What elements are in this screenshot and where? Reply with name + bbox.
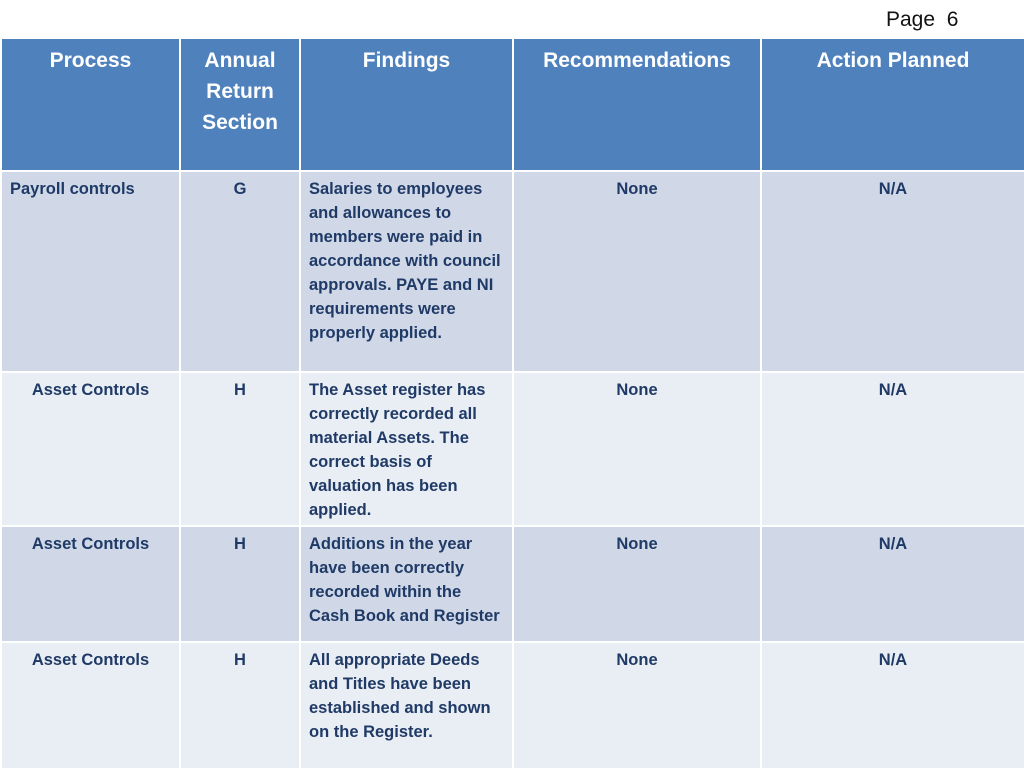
- recommendations-cell: None: [513, 171, 761, 372]
- process-cell: Asset Controls: [1, 372, 180, 526]
- header-findings: Findings: [300, 38, 513, 171]
- findings-cell: The Asset register has correctly recorded all material Assets. The correct basis of valuation has been applied.: [300, 372, 513, 526]
- section-cell: H: [180, 372, 300, 526]
- action-planned-cell: N/A: [761, 526, 1024, 642]
- audit-findings-table: [0, 37, 1024, 770]
- action-planned-cell: N/A: [761, 642, 1024, 769]
- table-row: [1, 171, 1024, 372]
- recommendations-cell: None: [513, 526, 761, 642]
- section-cell: H: [180, 526, 300, 642]
- recommendations-cell: None: [513, 372, 761, 526]
- table-row: [1, 372, 1024, 526]
- header-annual-return-section: Annual Return Section: [180, 38, 300, 171]
- header-action-planned: Action Planned: [761, 38, 1024, 171]
- findings-cell: All appropriate Deeds and Titles have been established and shown on the Register.: [300, 642, 513, 769]
- section-cell: G: [180, 171, 300, 372]
- process-cell: Payroll controls: [1, 171, 180, 372]
- process-cell: Asset Controls: [1, 526, 180, 642]
- table-row: [1, 642, 1024, 769]
- action-planned-cell: N/A: [761, 171, 1024, 372]
- section-cell: H: [180, 642, 300, 769]
- process-cell: Asset Controls: [1, 642, 180, 769]
- header-process: Process: [1, 38, 180, 171]
- header-recommendations: Recommendations: [513, 38, 761, 171]
- action-planned-cell: N/A: [761, 372, 1024, 526]
- recommendations-cell: None: [513, 642, 761, 769]
- table-header-row: [1, 38, 1024, 171]
- table-row: [1, 526, 1024, 642]
- findings-cell: Additions in the year have been correctly recorded within the Cash Book and Register: [300, 526, 513, 642]
- page-number: Page 6: [886, 8, 959, 31]
- findings-cell: Salaries to employees and allowances to members were paid in accordance with council approvals. PAYE and NI requirements were properly applied.: [300, 171, 513, 372]
